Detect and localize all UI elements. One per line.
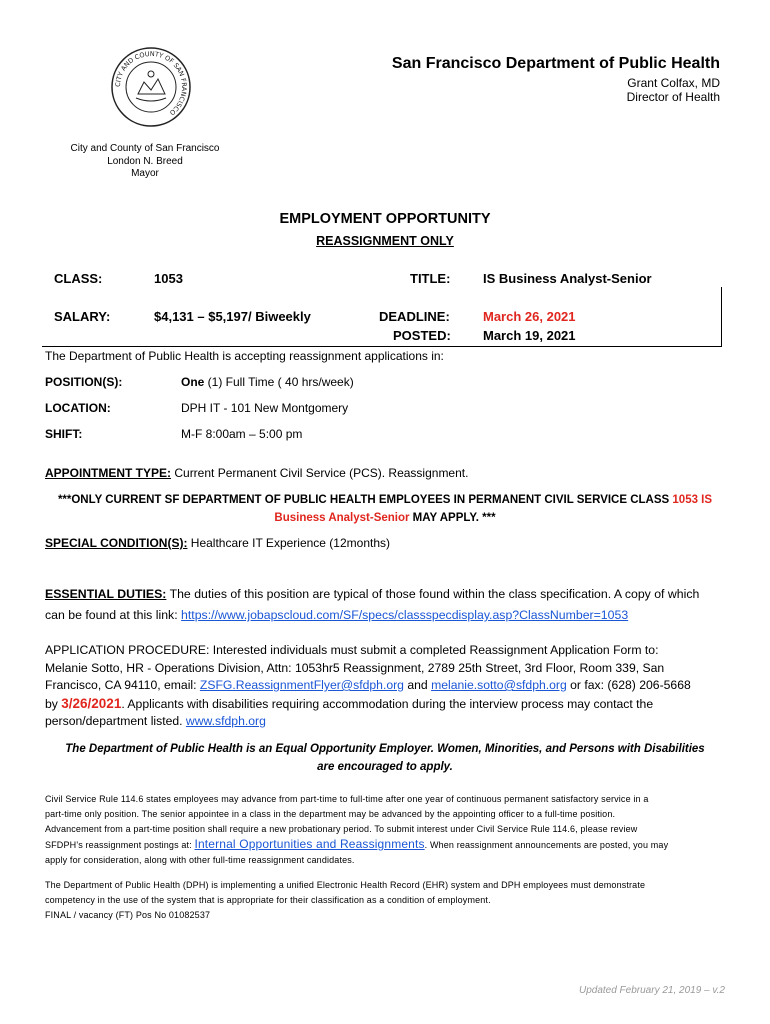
appointment-label: APPOINTMENT TYPE: (45, 466, 172, 480)
rule-line-1: Civil Service Rule 114.6 states employees may advance from part-time to full-time after one year of continuous permanent satisfactory service in a (45, 794, 649, 804)
application-fax: or fax: (628) 206-5668 (566, 678, 691, 692)
application-line-2: Melanie Sotto, HR - Operations Division, Attn: 1053hr5 Reassignment, 2789 25th Street, 3rd Floor, Room 339, San (45, 660, 665, 675)
email-link-1[interactable]: ZSFG.ReassignmentFlyer@sfdph.org (199, 678, 404, 692)
application-line-4: . Applicants with disabilities requiring accommodation during the interview process may contact the (121, 696, 654, 711)
application-by: by (45, 696, 62, 711)
civil-service-rule (45, 792, 745, 868)
svg-text:CITY AND COUNTY OF SAN FRANCIS (114, 50, 188, 117)
rule-line-3: Advancement from a part-time position shall require a new probationary period. To submit interest under Civil Service Rule 114.6, please review (45, 824, 638, 834)
notice-text: ***ONLY CURRENT SF DEPARTMENT OF PUBLIC HEALTH EMPLOYEES IN PERMANENT CIVIL SERVICE CLASS (57, 494, 673, 506)
class-value: 1053 (154, 271, 183, 286)
director-name: Grant Colfax, MD (627, 76, 720, 90)
special-value: Healthcare IT Experience (12months) (187, 536, 390, 550)
director-title: Director of Health (626, 90, 720, 104)
rule-line-2: part-time only position. The senior appointee in a class in the department may be advanced by the appointing officer to a full-time position. (45, 809, 616, 819)
footer-version: Updated February 21, 2019 – v.2 (578, 985, 725, 996)
intro-text: The Department of Public Health is accepting reassignment applications in: (45, 349, 444, 363)
ehr-line-1: The Department of Public Health (DPH) is implementing a unified Electronic Health Record (EHR) system and DPH employees must demonstrate (45, 880, 646, 890)
website-link[interactable]: www.sfdph.org (185, 714, 266, 728)
posted-value: March 19, 2021 (483, 328, 576, 343)
internal-opportunities-link[interactable]: Internal Opportunities and Reassignments (194, 837, 425, 851)
rule-line-4: SFDPH’s reassignment postings at: (45, 840, 195, 850)
ehr-line-2: competency in the use of the system that is appropriate for their classification as a condition of employment. (45, 895, 491, 905)
appointment-type (45, 466, 468, 480)
rule-line-5: apply for consideration, along with other full-time reassignment candidates. (45, 855, 355, 865)
application-line-1: APPLICATION PROCEDURE: Interested individuals must submit a completed Reassignment Application Form to: (45, 643, 659, 657)
position-label: POSITION(S): (45, 375, 123, 389)
appointment-value: Current Permanent Civil Service (PCS). Reassignment. (171, 466, 469, 480)
shift-label: SHIFT: (45, 427, 83, 441)
position-number: FINAL / vacancy (FT) Pos No 01082537 (45, 910, 211, 920)
deadline-value: March 26, 2021 (483, 309, 576, 324)
essential-duties (45, 584, 735, 626)
position-value (181, 375, 354, 389)
eeo-line-2: are encouraged to apply. (317, 760, 453, 773)
eeo-statement (0, 741, 770, 776)
application-date: 3/26/2021 (61, 695, 122, 711)
application-line-3: Francisco, CA 94110, email: (45, 678, 200, 692)
notice-title: Business Analyst-Senior (274, 512, 410, 524)
position-count: One (181, 375, 205, 389)
class-label: CLASS: (54, 271, 103, 286)
mayor-name: London N. Breed (107, 155, 183, 167)
application-procedure (45, 642, 745, 731)
position-detail: (1) Full Time ( 40 hrs/week) (204, 375, 354, 389)
duties-label: ESSENTIAL DUTIES: (45, 587, 167, 601)
eligibility-notice (0, 491, 770, 527)
ehr-notice (45, 878, 745, 923)
notice-end: MAY APPLY. *** (409, 512, 496, 524)
posted-label: POSTED: (393, 328, 451, 343)
rule-line-4b: . When reassignment announcements are posted, you may (424, 840, 669, 850)
deadline-label: DEADLINE: (379, 309, 450, 324)
vertical-rule (721, 287, 722, 347)
salary-label: SALARY: (54, 309, 111, 324)
city-name: City and County of San Francisco (70, 143, 220, 154)
title-value: IS Business Analyst-Senior (483, 271, 652, 286)
notice-class: 1053 IS (672, 494, 713, 506)
location-value: DPH IT - 101 New Montgomery (181, 401, 349, 415)
location-label: LOCATION: (45, 401, 111, 415)
city-seal (110, 46, 192, 128)
duties-text-2: can be found at this link: (45, 608, 182, 622)
mayor-title: Mayor (131, 168, 159, 179)
seal-text: CITY AND COUNTY OF SAN FRANCISCO (113, 49, 189, 117)
horizontal-rule (42, 346, 722, 347)
page-title: EMPLOYMENT OPPORTUNITY (279, 211, 491, 227)
class-spec-link[interactable]: https://www.jobapscloud.com/SF/specs/classspecdisplay.asp?ClassNumber=1053 (181, 608, 629, 622)
department-title: San Francisco Department of Public Health (391, 55, 720, 72)
salary-value: $4,131 – $5,197/ Biweekly (154, 309, 311, 324)
page-subtitle: REASSIGNMENT ONLY (316, 234, 454, 248)
title-label: TITLE: (410, 271, 451, 286)
application-and: and (403, 678, 432, 692)
shift-value: M-F 8:00am – 5:00 pm (181, 427, 303, 441)
application-line-5: person/department listed. (45, 714, 186, 728)
email-link-2[interactable]: melanie.sotto@sfdph.org (431, 678, 567, 692)
eeo-line-1: The Department of Public Health is an Equal Opportunity Employer. Women, Minorities, and Persons with Disabilities (65, 743, 705, 755)
special-label: SPECIAL CONDITION(S): (45, 536, 188, 550)
duties-text: The duties of this position are typical of those found within the class specification. A copy of which (166, 587, 700, 601)
special-conditions (45, 536, 390, 550)
